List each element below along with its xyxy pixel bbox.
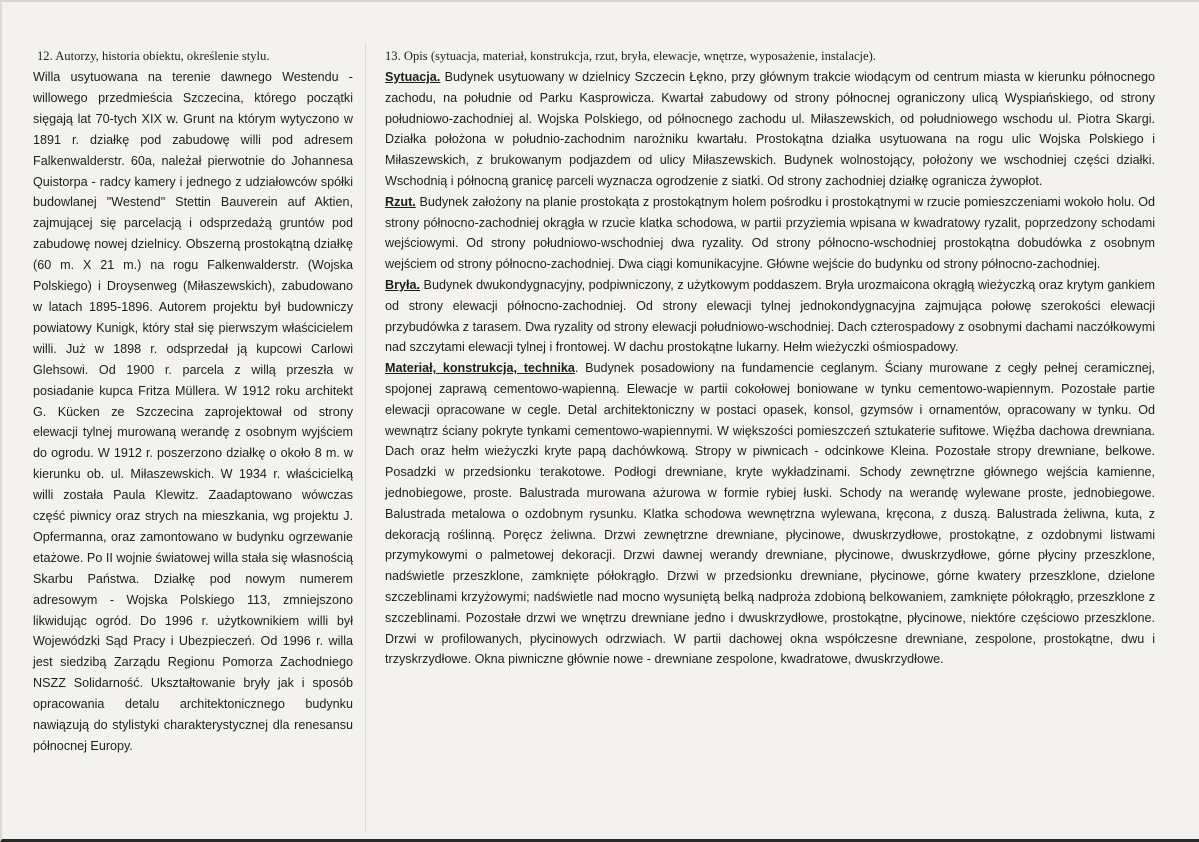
section-text-sytuacja: Budynek usytuowany w dzielnicy Szczecin Łękno, przy głównym trakcie wiodącym od centrum miasta w kierunku północnego zachodu, na południe od Parku Kasprowicza. Kwartał zabudowy od strony północnej ograniczony ulicą Wyspiańskiego, od strony południowo-zachodniej al. Wojska Polskiego, od północnego zachodu ul. Miłaszewskich, od południowego wschodu ul. Piotra Skargi. Działka położona w południo-zachodnim narożniku kwartału. Prostokątna działka usytuowana na rogu ulic Wojska Polskiego i Miłaszewskich, z brukowanym podjazdem od ulicy Miłaszewskich. Budynek wolnostojący, położony we wschodniej części działki. Wschodnią i północną granicę parceli wyznacza ogrodzenie z siatki. Od strony zachodniej działkę ogranicza żywopłot. [385, 70, 1155, 188]
section-label-sytuacja: Sytuacja. [385, 70, 441, 84]
section-label-bryla: Bryła. [385, 277, 421, 292]
section-sytuacja [385, 67, 1155, 192]
section-rzut [385, 192, 1155, 275]
section-text-rzut: Budynek założony na planie prostokąta z prostokątnym holem pośrodku i prostokątnymi w rzucie pomieszczeniami wokoło holu. Od strony północno-zachodniej okrągła w rzucie klatka schodowa, w partii przyziemia wpisana w kwadratowy ryzalit, poprzedzony schodami wejściowymi. Od strony południowo-wschodniej dwa ryzality. Od strony północno-wschodniej prostokątna dobudówka z osobnym wejściem od strony północno-zachodniej. Dwa ciągi komunikacyjne. Główne wejście do budynku od strony północno-zachodniej. [385, 194, 1155, 272]
column-divider [365, 42, 366, 832]
history-column [33, 48, 353, 757]
section-text-material: . Budynek posadowiony na fundamencie ceglanym. Ściany murowane z cegły pełnej ceramicznej, spojonej zaprawą cementowo-wapienną. Elewacje w partii cokołowej boniowane w tynku cementowo-wapiennym. Pozostałe partie elewacji opracowane w cegle. Detal architektoniczny w postaci opasek, konsol, gzymsów i ornamentów, opracowany w tynku. Od wewnątrz ściany pokryte tynkami cementowo-wapiennymi. W większości pomieszczeń sztukaterie sufitowe. Więźba dachowa drewniana. Dach oraz hełm wieżyczki kryte papą dachówkową. Stropy w piwnicach - odcinkowe Kleina. Pozostałe stropy drewniane, belkowe. Posadzki w przedsionku terakotowe. Podłogi drewniane, kryte wykładzinami. Schody zewnętrzne głównego wejścia kamienne, jednobiegowe, proste. Balustrada murowana ażurowa w formie rybiej łuski. Schody na werandę wylewane proste, jednobiegowe. Balustrada metalowa o ozdobnym rysunku. Klatka schodowa wewnętrzna wylewana, kręcona, z duszą. Balustrada żeliwna, kuta, z dekoracją roślinną. Poręcz żeliwna. Drzwi zewnętrzne drewniane, płycinowe, dwuskrzydłowe, prostokątne, z ozdobnymi listwami przymykowymi o palmetowej dekoracji. Drzwi dawnej werandy drewniane, płycinowe, dwuskrzydłowe, górne płyciny przeszklone, nadświetle przeszklone, zamknięte półokrągło. Drzwi w przedsionku drewniane, płycinowe, górne kwatery przeszklone, dzielone szczeblinami krzyżowymi; nadświetle nad mocno wysuniętą belką nadproża zdobioną belkowaniem, zamknięte półokrągło, przeszklone z szczeblinami. Pozostałe drzwi we wnętrzu drewniane jedno i dwuskrzydłowe, prostokątne, płycinowe, niektóre częściowo przeszklone. Drzwi w profilowanych, płycinowych odrzwiach. W partii dachowej okna współczesne drewniane, zespolone, prostokątne, dwu i trzyskrzydłowe. Okna piwniczne głównie nowe - drewniane zespolone, kwadratowe, dwuskrzydłowe. [385, 361, 1155, 667]
section-label-rzut: Rzut. [385, 194, 416, 209]
section-bryla [385, 275, 1155, 358]
section-text-bryla: Budynek dwukondygnacyjny, podpiwniczony, z użytkowym poddaszem. Bryła urozmaicona okrągłą wieżyczką oraz krytym gankiem od strony elewacji północno-zachodniej. Od strony elewacji tylnej jednokondygnacyjna zajmująca połowę szerokości elewacji przybudówka z tarasem. Dwa ryzality od strony elewacji południowo-wschodniej. Dach czterospadowy z osobnymi dachami naczółkowymi nad szczytami elewacji tylnej i frontowej. W dachu prostokątne lukarny. Hełm wieżyczki ośmiospadowy. [385, 277, 1155, 355]
section-material [385, 358, 1155, 670]
description-column [385, 48, 1155, 670]
section-label-material: Materiał, konstrukcja, technika [385, 361, 575, 376]
description-heading: 13. Opis (sytuacja, materiał, konstrukcja, rzut, bryła, elewacje, wnętrze, wyposażenie, instalacje). [385, 49, 876, 63]
history-heading: 12. Autorzy, historia obiektu, określenie stylu. [37, 49, 270, 63]
history-text: Willa usytuowana na terenie dawnego Westendu - willowego przedmieścia Szczecina, którego początki sięgają lat 70-tych XIX w. Grunt na którym wytyczono w 1891 r. działkę pod zabudowę willi pod adresem Falkenwalderstr. 60a, należał pierwotnie do Johannesa Quistorpa - radcy kamery i jednego z udziałowców spółki budowlanej "Westend" Stettin Bauverein auf Aktien, zajmującej się parcelacją i odsprzedażą gruntów pod zabudowę nowej dzielnicy. Obszerną prostokątną działkę (60 m. X 21 m.) na rogu Falkenwalderstr. (Wojska Polskiego) i Droysenweg (Miłaszewskich), zabudowano w latach 1895-1896. Autorem projektu był budowniczy powiatowy Kunigk, który stał się pierwszym właścicielem willi. Już w 1898 r. odsprzedał ją kupcowi Carlowi Glehsowi. Od 1900 r. parcela z willą przeszła w posiadanie kupca Fritza Müllera. W 1912 roku architekt G. Kücken ze Szczecina zaprojektował od strony elewacji tylnej murowaną werandę z osobnym wyjściem do ogrodu. W 1912 r. poszerzono działkę o około 8 m. w kierunku ob. ul. Miłaszewskich. W 1934 r. właścicielką willi została Paula Klewitz. Zaadaptowano wówczas część piwnicy oraz strych na mieszkania, wg projektu J. Opfermanna, oraz zamontowano w budynku ogrzewanie etażowe. Po II wojnie światowej willa stała się własnością Skarbu Państwa. Działkę pod nowym numerem adresowym - Wojska Polskiego 113, zmniejszono likwidując ogród. Do 1996 r. użytkownikiem willi był Wojewódzki Sąd Pracy i Ubezpieczeń. Od 1996 r. willa jest siedzibą Zarządu Regionu Pomorza Zachodniego NSZZ Solidarność. Ukształtowanie bryły jak i sposób opracowania detalu architektonicznego budynku nawiązują do stylistyki charakterystycznej dla renesansu północnej Europy. [33, 70, 353, 753]
